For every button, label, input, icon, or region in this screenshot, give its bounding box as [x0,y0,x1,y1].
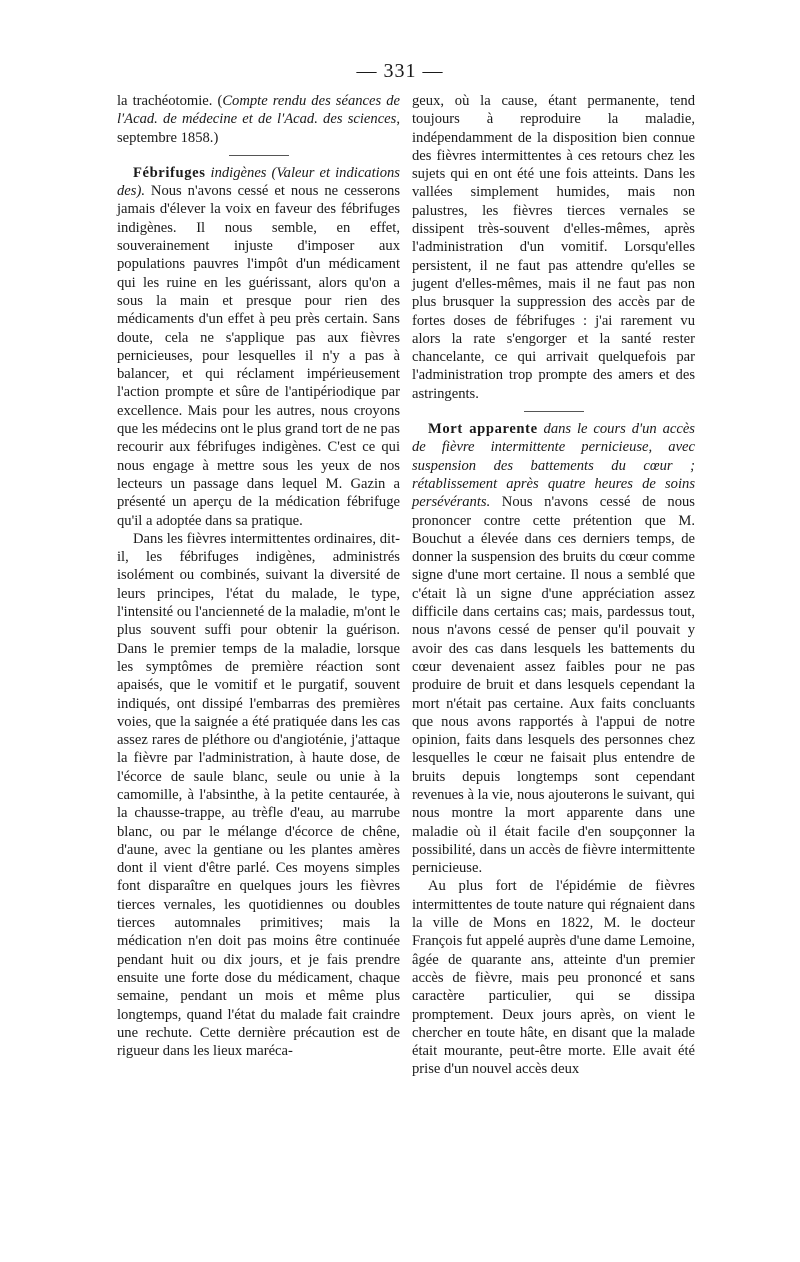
intro-end: , septembre 1858.) [117,111,400,146]
section2-paragraph-2: Au plus fort de l'épidémie de fièvres intermittentes de toute nature qui régnaient dans la ville de Mons en 1822, M. le docteur François fut appelé auprès d'une dame Lemoine, âgée de quarante ans, atteinte d'un premier accès de fièvre, mais peu prononcé et sans caractère particulier, qui se dissipa promptement. Deux jours après, on vient le chercher en toute hâte, en disant que la malade était mourante, peut-être morte. Elle avait été prise d'un nouvel accès deux [412,878,695,1078]
section2-paragraph [412,420,695,877]
section1-paragraph-2: Dans les fièvres intermittentes ordinaires, dit-il, les fébrifuges indigènes, administrés isolément ou combinés, suivant la diversité de leurs principes, l'état du malade, le type, l'intensité ou l'ancienneté de la maladie, m'ont le plus souvent suffi pour obtenir la guérison. Dans le premier temps de la maladie, lorsque les symptômes de première réaction sont apaisés, que le vomitif et le purgatif, souvent indiqués, ont dissipé l'embarras des premières voies, que la saignée a été pratiquée dans les cas assez rares de pléthore ou d'angioténie, j'attaque la fièvre par l'administration, à haute dose, de l'écorce de saule blanc, seule ou unie à la camomille, à l'absinthe, à la petite centaurée, à la chausse-trappe, au trèfle d'eau, au marrube blanc, ou par le mélange d'écorce de chêne, d'aune, avec la gentiane ou les plantes amères dont il vient d'être parlé. Ces moyens simples font disparaître en quelques jours les fièvres tierces vernales, les quotidiennes ou doubles tierces automnales primitives; mais la médication n'en doit pas moins être continuée pendant huit ou dix jours, et je fais prendre ensuite une forte dose du médicament, chaque semaine, pendant un mois et même plus longtemps, quand l'état du malade fait craindre une rechute. Cette dernière précaution est de rigueur dans les lieux maréca- [117,530,400,1060]
intro-paragraph [117,92,400,147]
section1-body: Nous n'avons cessé et nous ne cesserons jamais d'élever la voix en faveur des fébrifuges indigènes. Il nous semble, en effet, souverainement injuste d'imposer aux populations pauvres l'impôt d'un médicament qui les ruine en les guérissant, alors qu'on a sous la main et presque pour rien des médicaments d'un effet à peu près certain. Sans doute, cela ne s'applique pas aux fièvres pernicieuses, pour lesquelles il n'y a pas à balancer, et qui réclament impérieusement l'action prompte et sûre de l'antipériodique par excellence. Mais pour les autres, nous croyons que les médecins ont le plus grand tort de ne pas recourir aux fébrifuges indigènes. C'est ce qui nous engage à mettre sous les yeux de nos lecteurs un passage dans lequel M. Gazin a présenté un aperçu de la médication fébrifuge qu'il a adoptée dans sa pratique. [117,183,400,529]
section1-title: Fébrifuges [133,164,206,181]
intro-citation: Compte rendu des séances de l'Acad. de médecine et de l'Acad. des sciences [117,93,400,128]
section-divider [524,411,584,412]
intro-text: la trachéotomie. ( [117,93,223,109]
left-column [117,92,400,1060]
section2-body: Nous n'avons cessé de nous prononcer contre cette prétention que M. Bouchut a élevée dans ces derniers temps, de donner la suspension des bruits du cœur comme signe d'une mort certaine. Il nous a semblé que c'était là un signe d'une appréciation assez difficile dans certains cas; mais, pardessus tout, nous n'avons cessé de penser qu'il pouvait y avoir des cas dans lesquels les battements du cœur devenaient assez faibles pour ne pas produire de bruit et dans lesquels cependant la mort n'était pas certaine. Aux faits concluants que nous avons rapportés à l'appui de notre opinion, faits dans lesquels des personnes chez lesquelles le cœur ne faisait plus entendre de bruits depuis longtemps sont cependant revenues à la vie, nous ajouterons le suivant, qui nous montre la mort apparente dans une maladie où il était facile d'en soupçonner la possibilité, dans un accès de fièvre intermittente pernicieuse. [412,494,695,877]
section2-title: Mort apparente [428,421,538,438]
page-number: — 331 — [356,60,444,82]
continuation-paragraph: geux, où la cause, étant permanente, tend toujours à reproduire la maladie, indépendamment de la disposition bien connue des fièvres intermittentes à ces retours chez les sujets qui en ont été une fois atteints. Dans les vallées simplement humides, mais non palustres, les fièvres tierces vernales se dissipent très-souvent d'elles-mêmes, après l'administration d'un vomitif. Lorsqu'elles persistent, il ne faut pas attendre qu'elles se jugent d'elles-mêmes, mais il ne faut pas non plus brusquer la suppression des accès par de fortes doses de fébrifuges : j'ai rarement vu alors la rate s'engorger et la santé rester chancelante, ce qui arrivait quelquefois par l'administration trop prompte des amers et des astringents. [412,93,695,402]
right-column [412,92,695,1079]
section1-subtitle: indigènes (Valeur et indications des). [117,164,400,200]
section2-subtitle: dans le cours d'un accès de fièvre intermittente pernicieuse, avec suspension des battements du cœur ; rétablissement après quatre heures de soins persévérants. [412,421,695,511]
section1-paragraph [117,164,400,530]
section-divider [229,155,289,156]
